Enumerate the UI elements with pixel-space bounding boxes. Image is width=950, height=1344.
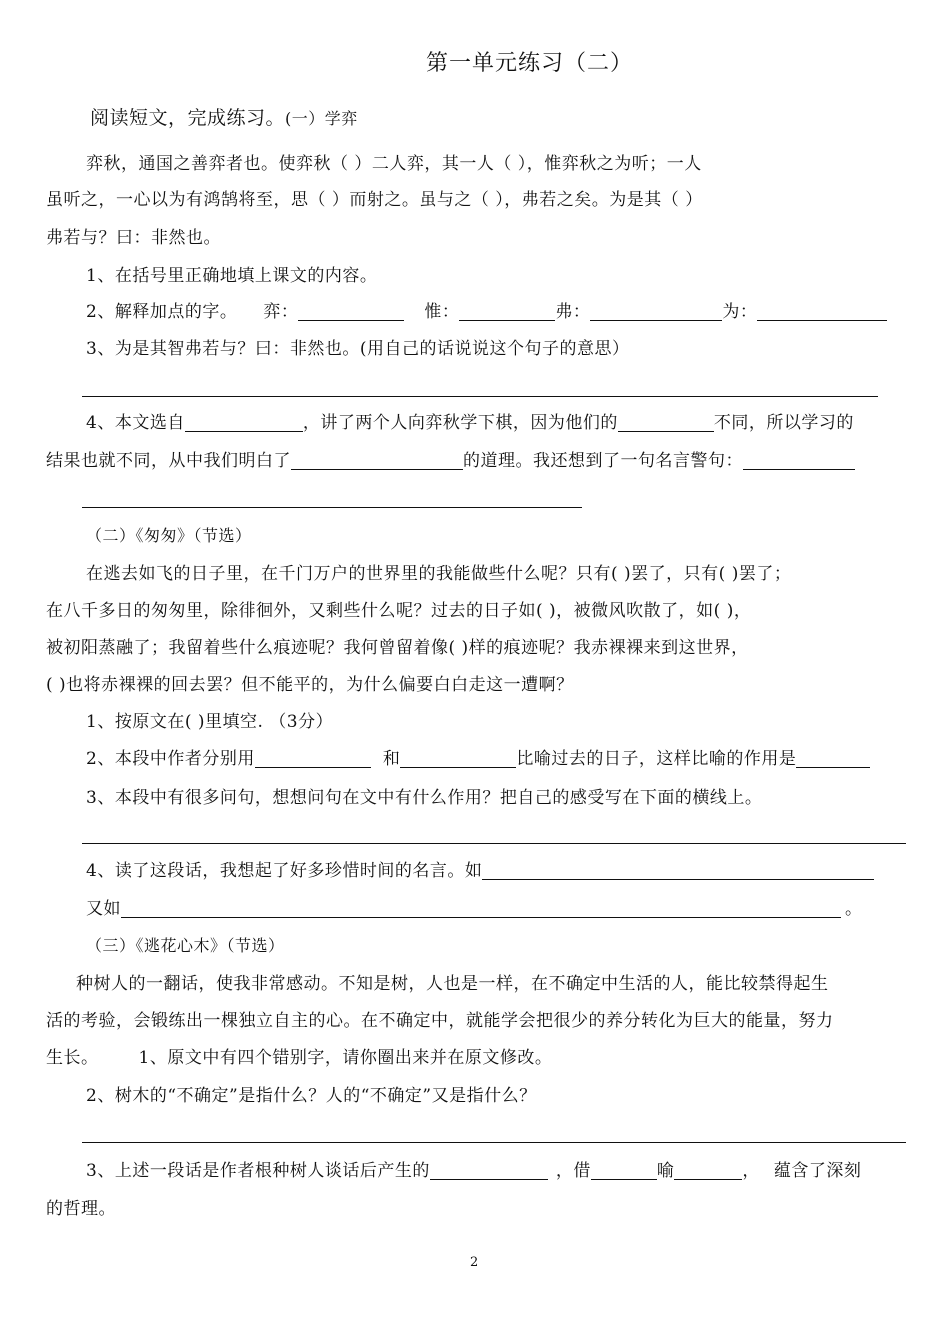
s1-question-4-line-1 [86, 412, 854, 434]
instructions-main: 阅读短文，完成练习。 [90, 107, 286, 129]
s2-q4-first-quote-blank[interactable] [482, 861, 874, 880]
s2-q4-second-quote-blank[interactable] [121, 899, 841, 918]
s3-q3-part-e: 蕴含了深刻 [773, 1161, 862, 1181]
s1-q4-source-blank[interactable] [185, 413, 303, 432]
s1-q2-fu-label: 弗： [555, 302, 591, 322]
page-title: 第一单元练习（二） [426, 51, 634, 76]
s3-q3-part-a: 3、上述一段话是作者根种树人谈话后产生的 [86, 1161, 430, 1181]
s3-q3-part-d: ， [742, 1161, 760, 1181]
s1-passage-line-1: 弈秋，通国之善弈者也。使弈秋（ ）二人弈，其一人（ ），惟弈秋之为听；一人 [86, 154, 702, 174]
s1-q2-fu-blank[interactable] [590, 302, 722, 321]
s3-passage-line-3 [46, 1047, 552, 1069]
s2-q4-part-b: 又如 [86, 899, 121, 919]
s2-passage-line-4: ( )也将赤裸裸的回去罢？但不能平的，为什么偏要白白走这一遭啊？ [46, 675, 574, 695]
s2-q4-end: 。 [845, 899, 863, 919]
s3-passage-end: 生长。 [46, 1048, 99, 1068]
s3-q3-origin-blank[interactable] [430, 1161, 548, 1180]
s2-q2-first-blank[interactable] [255, 749, 371, 768]
s1-q4-part-d: 结果也就不同，从中我们明白了 [46, 451, 291, 471]
s2-q2-second-blank[interactable] [400, 749, 516, 768]
s2-q2-part-c: 比喻过去的日子，这样比喻的作用是 [516, 749, 797, 769]
s2-heading: （二）《匆匆》（节选） [86, 526, 252, 545]
s2-question-2 [86, 748, 870, 770]
s2-q4-part-a: 4、读了这段话，我想起了好多珍惜时间的名言。如 [86, 861, 483, 881]
s1-q2-yi-label: 弈： [263, 302, 299, 322]
s2-q3-answer-line[interactable] [82, 843, 906, 844]
s2-passage-line-2: 在八千多日的匆匆里，除徘徊外，又剩些什么呢？过去的日子如( )，被微风吹散了，如( )， [46, 601, 752, 621]
s1-q3-answer-line[interactable] [82, 396, 878, 397]
s3-question-2: 2、树木的“不确定”是指什么？人的“不确定”又是指什么？ [86, 1086, 537, 1106]
s3-q3-part-c: 喻 [656, 1161, 675, 1181]
s2-q2-part-b: 和 [382, 749, 401, 769]
s1-q4-difference-blank[interactable] [618, 413, 714, 432]
s2-passage-line-3: 被初阳蒸融了；我留着些什么痕迹呢？我何曾留着像( )样的痕迹呢？我赤裸裸来到这世界， [46, 638, 749, 658]
s2-passage-line-1: 在逃去如飞的日子里，在千门万户的世界里的我能做些什么呢？只有( )罢了，只有( )罢了； [86, 564, 792, 584]
s1-question-1: 1、在括号里正确地填上课文的内容。 [86, 266, 378, 286]
instructions [90, 105, 358, 132]
s3-q3-vehicle-blank[interactable] [591, 1161, 657, 1180]
s3-passage-line-2: 活的考验，会锻练出一棵独立自主的心。在不确定中，就能学会把很少的养分转化为巨大的能量，努力 [46, 1011, 834, 1031]
s3-question-1: 1、原文中有四个错别字，请你圈出来并在原文修改。 [138, 1048, 553, 1068]
s2-question-3: 3、本段中有很多问句，想想问句在文中有什么作用？把自己的感受写在下面的横线上。 [86, 788, 763, 808]
s1-q2-label: 2、解释加点的字。 [86, 302, 238, 322]
page-number: 2 [470, 1255, 479, 1270]
s1-question-4-line-2 [46, 450, 855, 472]
s1-q4-part-a: 4、本文选自 [86, 413, 185, 433]
s2-question-1: 1、按原文在( )里填空. （3分） [86, 712, 334, 732]
s3-question-3-line-2: 的哲理。 [46, 1199, 116, 1219]
s1-question-3: 3、为是其智弗若与？曰：非然也。(用自己的话说说这个句子的意思） [86, 339, 630, 359]
s3-heading: （三）《逃花心木》（节选） [86, 936, 285, 955]
s1-q4-lesson-blank[interactable] [291, 451, 463, 470]
s1-q4-part-c: 不同，所以学习的 [713, 413, 854, 433]
s1-q2-wei2-label: 为： [722, 302, 758, 322]
s1-q2-wei2-blank[interactable] [757, 302, 887, 321]
s2-q2-part-a: 2、本段中作者分别用 [86, 749, 255, 769]
s3-q3-part-b: ，借 [555, 1161, 591, 1181]
s1-q2-wei-label: 惟： [424, 302, 460, 322]
s1-q4-quote-line[interactable] [82, 507, 582, 508]
section-1-heading: (一）学弈 [285, 109, 358, 128]
s3-q3-tenor-blank[interactable] [674, 1161, 742, 1180]
s2-question-4-line-1 [86, 860, 874, 882]
s1-q4-part-b: ，讲了两个人向弈秋学下棋，因为他们的 [302, 413, 618, 433]
s1-q2-wei-blank[interactable] [459, 302, 555, 321]
s3-q2-answer-line[interactable] [82, 1142, 906, 1143]
s1-q4-part-e: 的道理。我还想到了一句名言警句： [463, 451, 743, 471]
s3-question-3-line-1 [86, 1160, 861, 1182]
s1-question-2 [86, 301, 887, 323]
s1-passage-line-2: 虽听之，一心以为有鸿鹄将至，思（ ）而射之。虽与之（ ），弗若之矣。为是其（ ） [46, 190, 703, 210]
s2-q2-effect-blank[interactable] [796, 749, 870, 768]
s3-passage-line-1: 种树人的一翻话，使我非常感动。不知是树，人也是一样，在不确定中生活的人，能比较禁得起生 [76, 974, 829, 994]
s1-passage-line-3: 弗若与？曰：非然也。 [46, 228, 221, 248]
s1-q4-quote-blank[interactable] [743, 451, 855, 470]
s1-q2-yi-blank[interactable] [298, 302, 404, 321]
s2-question-4-line-2 [86, 898, 863, 920]
